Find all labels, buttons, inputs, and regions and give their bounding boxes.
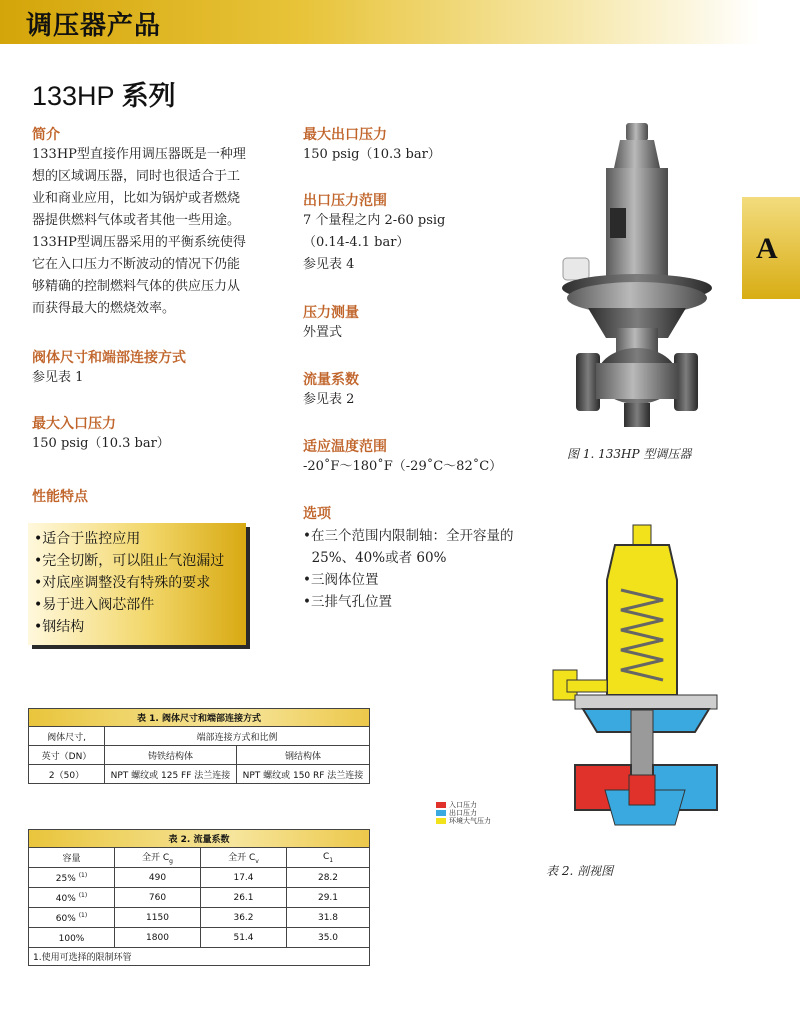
options-heading: 选项: [303, 506, 331, 522]
table1-cell: 2（50）: [29, 765, 105, 784]
table-row: [29, 765, 370, 784]
option-item: •三阀体位置: [303, 572, 379, 588]
intro-line: 133HP型调压器采用的平衡系统使得: [32, 235, 246, 250]
table2-cell: 31.8: [287, 908, 370, 928]
table-row: [29, 908, 370, 928]
table2-cell: 25% $^{(1)}$: [29, 868, 115, 888]
legend-item: [436, 801, 491, 809]
table2-cell: 1150: [115, 908, 201, 928]
option-item: •在三个范围内限制轴：全开容量的: [303, 528, 514, 544]
feature-item: •钢结构: [34, 619, 85, 635]
series-suffix: 系列: [121, 81, 176, 112]
flow-coef-heading: 流量系数: [303, 372, 359, 388]
intro-line: 它在入口压力不断波动的情况下仍能: [32, 257, 241, 272]
outlet-range-text: [303, 210, 445, 276]
intro-line: 业和商业应用，比如为锅炉或者燃烧: [32, 191, 241, 206]
table2-footnote: 1.使用可选择的限制环管: [29, 948, 370, 966]
legend-label: 入口压力: [449, 801, 477, 809]
table1-header-size: 阀体尺寸,: [29, 727, 105, 746]
intro-line: 133HP型直接作用调压器既是一种理: [32, 147, 246, 162]
intro-line: 器提供燃料气体或者其他一些用途。: [32, 213, 241, 228]
series-title: [32, 74, 176, 113]
table-row: [29, 928, 370, 948]
legend-swatch-inlet: [436, 802, 446, 808]
table2-header-cg: 全开 $C_g$: [115, 848, 201, 868]
body-size-text: 参见表 1: [32, 370, 84, 385]
outlet-range-line: 7 个量程之内 2-60 psig: [303, 213, 446, 228]
intro-line: 想的区域调压器，同时也很适合于工: [32, 169, 241, 184]
figure1-caption: 图 1. 133HP 型调压器: [567, 447, 692, 461]
table2-cell: 17.4: [201, 868, 287, 888]
table2-cell: 36.2: [201, 908, 287, 928]
temp-range-text: -20˚F～180˚F（-29˚C～82˚C）: [303, 459, 503, 474]
table1-cell: NPT 螺纹或 125 FF 法兰连接: [105, 765, 237, 784]
outlet-range-heading: 出口压力范围: [303, 193, 387, 209]
table-row: [29, 888, 370, 908]
table1-header-cast: 铸铁结构体: [105, 746, 237, 765]
legend-swatch-ambient: [436, 818, 446, 824]
legend-label: 出口压力: [449, 809, 477, 817]
max-outlet-heading: 最大出口压力: [303, 127, 387, 143]
outlet-range-line: （0.14-4.1 bar）: [303, 235, 410, 250]
table2-cell: 1800: [115, 928, 201, 948]
section-tab-letter: A: [756, 232, 778, 265]
table2-cell: 490: [115, 868, 201, 888]
table-row: [29, 868, 370, 888]
intro-text: [32, 144, 272, 320]
flow-coef-text: 参见表 2: [303, 392, 355, 407]
figure2-caption: 表 2. 剖视图: [546, 864, 614, 878]
max-inlet-text: 150 psig（10.3 bar）: [32, 436, 170, 451]
table2-cell: 26.1: [201, 888, 287, 908]
intro-heading: 简介: [32, 127, 60, 143]
legend-item: [436, 817, 491, 825]
pressure-meas-text: 外置式: [303, 325, 343, 340]
table2-cell: 51.4: [201, 928, 287, 948]
feature-item: •对底座调整没有特殊的要求: [34, 575, 211, 591]
max-outlet-text: 150 psig（10.3 bar）: [303, 147, 441, 162]
table2-cell: 35.0: [287, 928, 370, 948]
outlet-range-line: 参见表 4: [303, 257, 355, 272]
intro-line: 够精确的控制燃料气体的供应压力从: [32, 279, 241, 294]
cutaway-legend: [436, 801, 491, 825]
feature-item: •完全切断，可以阻止气泡漏过: [34, 553, 225, 569]
table1-title: 表 1. 阀体尺寸和端部连接方式: [29, 709, 370, 727]
table2-cell: 60% $^{(1)}$: [29, 908, 115, 928]
legend-item: [436, 809, 491, 817]
feature-item: •易于进入阀芯部件: [34, 597, 155, 613]
table1-header-steel: 钢结构体: [236, 746, 369, 765]
table2-cell: 40% $^{(1)}$: [29, 888, 115, 908]
max-inlet-heading: 最大入口压力: [32, 416, 116, 432]
table2: [28, 829, 370, 966]
table2-header-cv: 全开 $C_v$: [201, 848, 287, 868]
regulator-photo: [548, 118, 738, 433]
table1: [28, 708, 370, 784]
option-item: •三排气孔位置: [303, 594, 392, 610]
table1-header-conn: 端部连接方式和比例: [105, 727, 370, 746]
option-item: 25%、40%或者 60%: [303, 550, 447, 566]
table2-header-cap: 容量: [29, 848, 115, 868]
legend-swatch-outlet: [436, 810, 446, 816]
legend-label: 环境大气压力: [449, 817, 491, 825]
features-heading: 性能特点: [32, 489, 88, 505]
table2-title: 表 2. 流量系数: [29, 830, 370, 848]
table2-header-c1: $C_1$: [287, 848, 370, 868]
table1-header-size-unit: 英寸（DN）: [29, 746, 105, 765]
cutaway-diagram: [545, 520, 725, 835]
feature-item: •适合于监控应用: [34, 531, 141, 547]
features-list: [34, 528, 224, 638]
options-list: [303, 525, 513, 613]
table2-cell: 28.2: [287, 868, 370, 888]
series-model: 133HP: [32, 81, 115, 111]
table2-cell: 760: [115, 888, 201, 908]
intro-line: 而获得最大的燃烧效率。: [32, 301, 176, 316]
body-size-heading: 阀体尺寸和端部连接方式: [32, 350, 186, 366]
table2-cell: 29.1: [287, 888, 370, 908]
table2-cell: 100%: [29, 928, 115, 948]
table1-cell: NPT 螺纹或 150 RF 法兰连接: [236, 765, 369, 784]
page-header-title: 调压器产品: [26, 11, 162, 41]
pressure-meas-heading: 压力测量: [303, 305, 359, 321]
temp-range-heading: 适应温度范围: [303, 439, 387, 455]
